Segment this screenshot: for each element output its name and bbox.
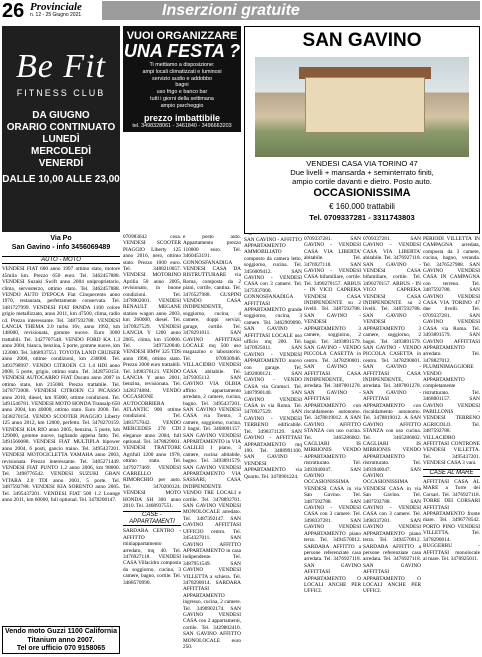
festa-title-2: UNA FESTA ?: [123, 41, 241, 61]
vendo-box: [2, 626, 120, 654]
festa-item: tutti i giorni della settimana: [150, 95, 214, 102]
befit-line3: LUNEDÌ: [42, 134, 80, 145]
vendo-line2: Titanium anno 2007.: [27, 636, 95, 644]
column-3: [183, 234, 241, 654]
newspaper-logo: Provinciale: [30, 1, 82, 13]
befit-line1: DA GIUGNO: [32, 110, 90, 121]
san-gavino-caption-3: ampio cortile davanti e dietro. Posto auto.: [292, 177, 432, 186]
column-1-text: VENDESI FIAT 600 anno 1997 ottimo stato, motore 45mila km. Prezzo 650 euro. Tel. 3462457888. VENDESI Suzuki Swift anno 2004 uniproprietario, clima, servosterzo, ottimo stato. Tel. 3462457888. VENDO AUTO D'EPOCA Fiat Cinquecento anno 1970, restaurata, perfettamente conservata. Tel. 3481727999. VENDESI FIAT PANDA 1100 colore grigio metallizzato, anno 2011, km 47500, clima, radio cd. Prezzo interessante. Tel. 3487592788. VENDESI LANCIA THEMA 2.0 turbo 16v, anno 1992, km 148000, revisionata, gomme nuove. Euro 3000 trattabili. Tel. 3427707548. VENDO FORD KA 1.3 anno 2004, bianca, benzina, 5 porte, gomme nuove, km 123000. Tel. 3468937551. TOYOTA LAND CRUISER anno 2000, ottime condizioni, km 230000. Tel. 3493798997. VENDO CITROEN C3 1.4 HDI anno 2008, 5 porte, grigio, ottimo stato. Tel. 3428750154. VENDESI AUTOCARRO FIAT Ducato anno 2007 in ottimo stato, km 215000. Prezzo trattabile. Tel. 3478772008. VENDESI CITROEN C3 PICASSO anno 2010, diesel, km 95000, ottime condizioni. Tel. 3491546781. VENDESI MOTO HONDA Transalp 650 anno 2004, km 40000, ottimo stato. Euro 2000. Tel. 3438270154. VENDO SCOOTER PIAGGIO Liberty 125 anno 2012, km 12000, perfetto. Tel. 3478270159. VENDESI KIA RIO anno 2005, benzina, 5 porte, km 129000, gomme nuove, tagliando appena fatto. Tel. 3491560088. VENDESI FIAT MULTIPLA bipower anno 2004, 6 posti, gancio traino. Tel. 3495437201. VENDESI MOTOCICLETTA YAMAHA anno 2003, revisionata. Prezzo interessante. Tel. 3405271449. VENDESI FIAT PUNTO 1.2 anno 2006, km 98000. Tel. 3498776542. VENDESI SUZUKI GRAN VITARA 2.0 TDI anno 2001, 5 porte. Tel. 3487592788. VENDESI KIA SORENTO anno 2005. Tel. 3495437201. VENDESI FIAT 500 1.2 Lounge anno 2011, km 60000, full optional. Tel. 3478200147.: [2, 266, 120, 504]
festa-item: ampi locali climatizzati e luminosi: [142, 68, 222, 75]
festa-lead: Ti mettiamo a disposizione:: [149, 62, 215, 68]
column-6: [423, 236, 480, 654]
column-2-text: 070983642 cosa. VENDESI SCOOTER PIAGGIO Liberty 125 anno 2016, nero, ottimo stato. Prezzo 1000 euro. Tel. 3488210057. VENDESI MOTORINO Aprilia 50 anno 2005, revisionato, in buone condizioni. Tel. 3478902001. VENDESI RENAULT MEGANE station wagon anno 2003, km 260000, diesel. Tel. 3470927529. VENDESI LANCIA Y 1200 anno 2005, clima, km 150000. Tel. 3497320040. VENDESI BMW 325 TDS anno 1996, ottimo stato. Prezzo 2000 euro trattabili. Tel. 3498376121. VENDO LANCIA Y anno 2001, benzina, revisionata. Tel. 3428374884. VENDO OCCASIONE AUTOCORRIERA ATLANTIC 900 ottime condizioni. Tel. 3483757042. VENDO MERCEDES 270 CDI elegance anno 2004, full optional. Tel. 3478829001. VENDESI TRATTORE Agrifull 1200 anno 1978, ottimo stato. Tel. 3479277469. VENDESI CARRELLO RIMORCHIO per auto. Tel. 3470200124. VENDESI MOTO HONDA SH 300 anno 2010. Tel. 3468937551.: [123, 234, 181, 510]
section-title: Inserzioni gratuite: [102, 1, 480, 20]
vendo-line3: Tel ore ufficio 070 9158065: [16, 645, 106, 652]
column-2-text-2: SARDARA CENTRO - AFFITTO miniappartamento arredato, mq 40. Tel. 3476927118. VENDESI CASA Villacidro composta da soggiorno, cucina, 3 camere, bagno, cortile. Tel. 3488570990.: [123, 528, 181, 586]
befit-hours: DALLE 10,00 ALLE 23,00: [2, 174, 120, 185]
festa-tel: tel. 3498328061 - 3461840 - 3496663203: [132, 122, 232, 129]
san-gavino-ad: [244, 26, 480, 234]
san-gavino-occasione: OCCASIONISSIMA: [313, 187, 411, 199]
san-gavino-tels: Tel. 0709337281 - 3311743803: [309, 213, 415, 222]
column-3-text: e posto auto. Appartamento prezzo 110000 euro. Tel. 3460453191. GONNOSFANADIGA VENDESI CASA DA RISTRUTTURARE via Roma, composta da 2 piani, cortile, cantina. Tel. 3476527988. GUSPINI VENDO CASA INDIPENDENTE, soggiorno, cucina, 4 camere, doppi servizi, garage, cortile. Tel. 3478291011. SAN GAVINO AFFITTASI LOCALE mq 500 uso magazzino o laboratorio. Tel. 070930946. VILLACIDRO VENDESI CASA abitabile. Tel. 3479305112. SAN GAVINO VIA OLBIA affitto appartamento arredato, 2 camere, cucina, bagno. Tel. 3495437201. SAN GAVINO VENDESI CASA via Trento, 3 camere, soggiorno, cucina, 2 bagni. Tel. 3468001157. SAN GAVINO VENDESI APPARTAMENTO in VIA GALILEI I piano, 3 camere, cucina abitabile, bagno. Tel. 3493891579. SAN GAVINO VENDESI APPARTAMENTO VIA SASSARI, CASA INDIPENDENTE VENDO TRE LOCALI e cortile. Tel. 3478892701. SAN GAVINO VENDESI MONOLOCALE arredato. Tel. 3487392147. SAN GAVINO AFFITTASI UFFICIO centro. Tel. 3454327011. SAN GAVINO AFFITTO APPARTAMENTO in casa indipendente. Tel. 3487951549. SAN GAVINO VENDESI VILLETTA a schiera. Tel. 3478290014. SARDARA AFFITTASI APPARTAMENTO ingresso, cucina, 2 camere. Tel. 3490902174. SAN GAVINO VENDESI CASA con 2 appartamenti, cortile. Tel. 3429802410. SAN GAVINO AFFITTO MONOLOCALE euro 250.: [183, 234, 241, 650]
issue-info: n. 12 - 25 Giugno 2021: [30, 12, 82, 18]
festa-item: uso frigo e banco bar: [156, 89, 208, 96]
column-6-text-2: AFFITTASI CASA AL MARE a Torre dei Corsari. Tel. 3476927118. TORRE DEI CORSARI AFFITTASI APPARTAMENTO fronte mare. Tel. 3496778542. PORTO PINO VENDESI VILLETTA. Tel. 3478290014. BUGGERRU - AFFITTASI monolocale al mare. Tel. 3470925011.: [423, 479, 480, 562]
column-5-text: 0709337281. SAN GAVINO - VENDESI CASA VIA LIBERTA' abitabile. Tel. 3476927118. SAN GAVINO - VENDESI CASA bifamiliare, cortile. Tel. 3490270157. ARBUS - IN VICO CAPRERA VENDESI CASA INDIPENDENTE su 2 livelli. Tel. 3487592788. SAN GAVINO - VENDESI APPARTAMENTO 3 camere, soggiorno, 2 bagni. Tel. 3493891579. SAN GAVINO - VENDO PICCOLA CASETTA in centro. Tel. 3478290001. SAN GAVINO - AFFITTASI CASA INDIPENDENTE, arredata. Tel. 3487001278. SAN GAVINO - AFFITTASI APPARTAMENTO con riscaldamento autonomo. Tel. 3478819012. A SAN GAVINO AFFITTO STANZA con uso cucina. Tel. 3465286002. CAGLIARI IS MIRRIONIS VENDO APPARTAMENTO ristrutturato. Tel. 3493940047. SAN GAVINO OCCASIONISSIMA VENDESI CASA in via San Gavino. Tel. 3487592788. SAN GAVINO - VENDESI CASA con 3 camere. Tel. 3498337281. SAN GAVINO VENDESI APPARTAMENTO piano terra. Tel. 3494570012. SARDARA AFFITTO a persone referenziate casa arredata. Tel. 3476927118. SAN GAVINO AFFITTASI APPARTAMENTO O LOCALI ANCHE PER UFFICI.: [363, 236, 421, 595]
san-gavino-caption-2: Due livelli + mansarda + seminterrato finiti,: [290, 168, 434, 177]
column-1-heading: AUTO - MOTO: [2, 256, 120, 264]
befit-address: [2, 234, 120, 252]
column-2: [123, 234, 181, 654]
column-4b: [304, 236, 361, 654]
column-1: [2, 254, 120, 624]
befit-line4: MERCOLEDÌ: [31, 146, 91, 157]
befit-club: FITNESS CLUB: [16, 88, 106, 98]
house-photo: [255, 57, 469, 157]
column-2-heading: CASE - APPARTAMENTI: [123, 511, 181, 526]
befit-address-info: San Gavino - info 3456069489: [11, 244, 111, 251]
befit-ad: [2, 26, 120, 232]
san-gavino-price: € 160.000 trattabili: [329, 202, 395, 211]
page-header: [0, 0, 482, 22]
festa-item: bagni: [175, 82, 189, 89]
column-5: [363, 236, 421, 654]
column-6-text: PERIODI VILLETTA IN CAMPAGNA arredata, composta da 3 camere, cucina, bagno, veranda. Tel. 3476527988. SAN GAVINO VENDESI CASA IN CAMPAGNA con terreno. Tel. 3487592788. SAN GAVINO VENDESI CASA VIA TORINO 47 due livelli. Tel. 0709337281. SAN GAVINO VENDESI CASA via Roma. Tel. 3493891579. SAN GAVINO AFFITTASI APPARTAMENTO arredato. Tel. 3478827012. PLUMINIMAGGIORE VENDO APPARTAMENTO completamente ristrutturato. Tel. 3468001157. SAN GAVINO VENDESI PABILLONIS - VENDESI TERRENO AGRICOLO. Tel. 3487592788. VILLACIDRO AFFITTASI CONTRONE VENDESI VILLETTA. Tel. 3495437201. VENDESI CASA 3 vani.: [423, 236, 480, 467]
festa-list: [123, 62, 241, 110]
san-gavino-title: SAN GAVINO: [302, 30, 422, 51]
befit-line5: VENERDÌ: [38, 158, 84, 169]
festa-title-1: VUOI ORGANIZZARE: [126, 30, 238, 42]
column-4-text: SAN GAVINO - AFFITTO APPARTAMENTO AMMOBILIATO composto da camera letto, soggiorno, cucina. Tel. 3456009412. SAN GAVINO - VENDESI CASA con 3 camere. Tel. 3475937000. GONNOSFANADIGA AFFITTASI APPARTAMENTO grande soggiorno, cucina, 3 camere. Tel. 3462909090. SAN GAVINO - AFFITTASI LOCALE uso ufficio mq 200. Tel. 3470925011. SAN GAVINO - VENDESI APPARTAMENTO nuovo con garage. Tel. 3492000121. SAN GAVINO - VENDO CASA via Gramsci. Tel. 3487990140. SAN GAVINO VENDESI CASA in via Roma. Tel. 3470927529. SAN GAVINO - VENDESI TERRENO edificabile. Tel. 3498371129. SAN GAVINO - AFFITTASI APPARTAMENTO mq 100. Tel. 3488991100. SAN GAVINO - VENDESI APPARTAMENTO via Quartu. Tel. 3478901224.: [244, 236, 302, 480]
column-4b-text: 0709337281. SAN GAVINO - VENDESI CASA VIA LIBERTA' abitabile. Tel. 3476927118. SAN GAVINO - VENDESI CASA bifamiliare, cortile. Tel. 3490270157. ARBUS - IN VICO CAPRERA VENDESI CASA INDIPENDENTE su 2 livelli. Tel. 3487592788. SAN GAVINO - VENDESI APPARTAMENTO 3 camere, soggiorno, 2 bagni. Tel. 3493891579. SAN GAVINO - VENDO PICCOLA CASETTA in centro. Tel. 3478290001. SAN GAVINO - AFFITTASI CASA INDIPENDENTE, arredata. Tel. 3487001278. SAN GAVINO - AFFITTASI APPARTAMENTO con riscaldamento autonomo. Tel. 3478819012. A SAN GAVINO AFFITTO STANZA con uso cucina. Tel. 3465286002. CAGLIARI IS MIRRIONIS VENDO APPARTAMENTO ristrutturato. Tel. 3493940047. SAN GAVINO OCCASIONISSIMA VENDESI CASA in via San Gavino. Tel. 3487592788. SAN GAVINO - VENDESI CASA con 3 camere. Tel. 3498337281. SAN GAVINO VENDESI APPARTAMENTO piano terra. Tel. 3494570012. SARDARA AFFITTO a persone referenziate casa arredata. Tel. 3476927118. SAN GAVINO AFFITTASI APPARTAMENTO O LOCALI ANCHE PER UFFICI.: [304, 236, 361, 595]
festa-item: ampio parcheggio: [160, 102, 204, 109]
festa-item: servizio audio e addobbo: [152, 75, 212, 82]
festa-ad: [123, 26, 241, 132]
san-gavino-caption-1: VENDESI CASA VIA TORINO 47: [306, 159, 418, 168]
house-facade: [305, 77, 425, 133]
vendo-line1: Vendo moto Guzzi 1100 California: [4, 628, 118, 635]
befit-schedule: [2, 110, 120, 170]
page-number: 26: [2, 0, 25, 22]
column-6-heading: CASE AL MARE: [423, 469, 480, 477]
festa-price: prezzo imbattibile: [143, 112, 220, 123]
san-gavino-caption: [251, 159, 473, 186]
befit-logo: Be Fit: [15, 48, 107, 85]
befit-line2: ORARIO CONTINUATO: [6, 122, 116, 133]
befit-address-street: Via Po: [50, 235, 72, 242]
